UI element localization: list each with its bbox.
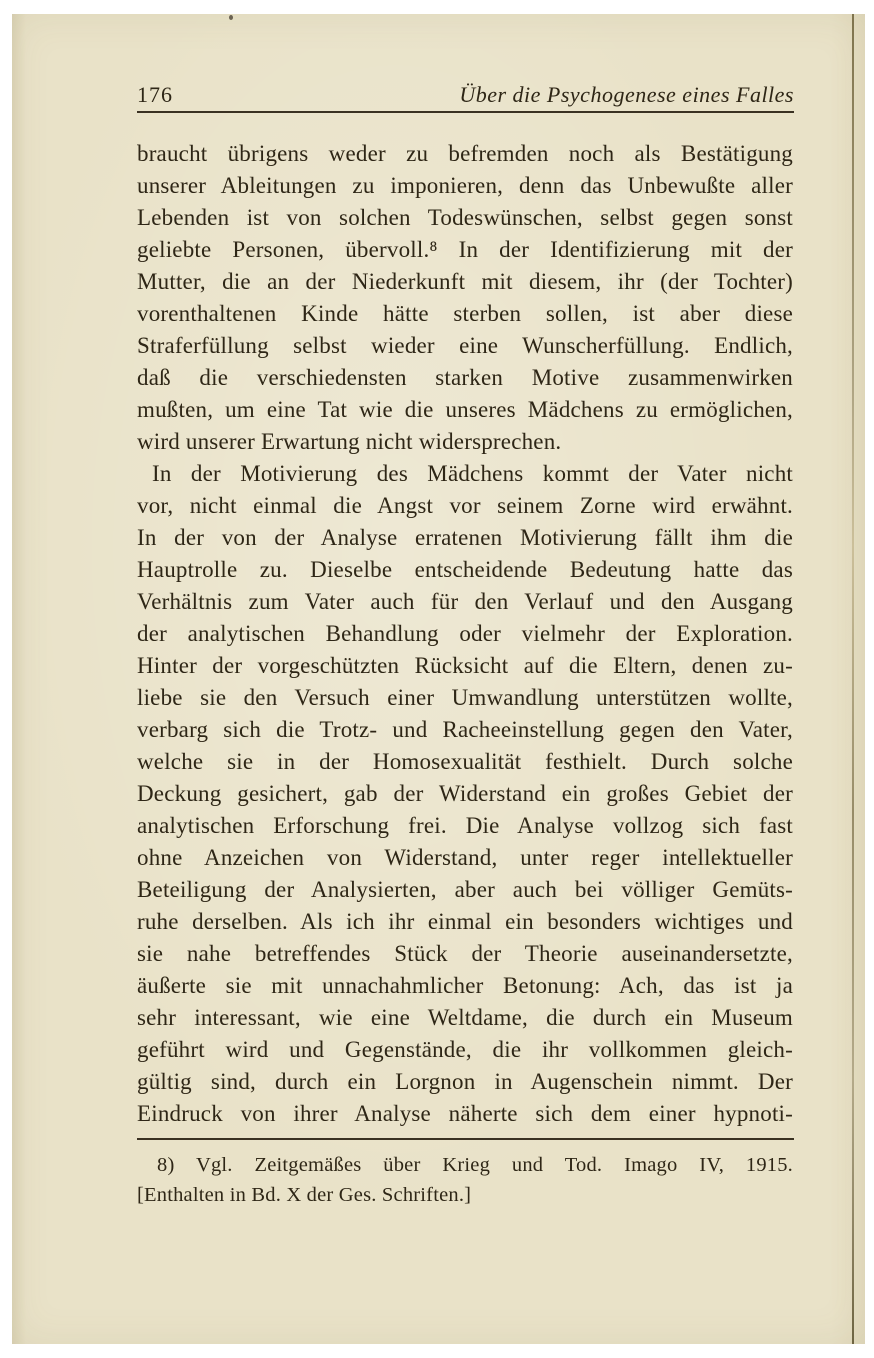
text-line: ohne Anzeichen von Widerstand, unter reger intellektueller: [137, 845, 793, 870]
text-line: ruhe derselben. Als ich ihr einmal ein besonders wichtiges und: [137, 909, 793, 934]
text-line: Lebenden ist von solchen Todeswünschen, selbst gegen sonst: [137, 205, 793, 230]
footnote-rule: [137, 1138, 794, 1140]
page-content: [137, 14, 794, 1344]
page-edge-line: [852, 14, 854, 1344]
text-line: verbarg sich die Trotz- und Racheeinstellung gegen den Vater,: [137, 717, 793, 742]
footnote: [137, 1150, 793, 1210]
text-line: liebe sie den Versuch einer Umwandlung unterstützen wollte,: [137, 685, 793, 710]
text-line: vorenthaltenen Kinde hätte sterben sollen, ist aber diese: [137, 301, 793, 326]
text-line: wird unserer Erwartung nicht widersprechen.: [137, 429, 562, 454]
text-line: sehr interessant, wie eine Weltdame, die durch ein Museum: [137, 1005, 793, 1030]
text-line: Hauptrolle zu. Dieselbe entscheidende Bedeutung hatte das: [137, 557, 793, 582]
header-rule: [137, 111, 794, 113]
text-line: gültig sind, durch ein Lorgnon in Augenschein nimmt. Der: [137, 1069, 793, 1094]
body-text: [137, 138, 793, 1130]
text-line: In der Motivierung des Mädchens kommt der Vater nicht: [152, 461, 793, 486]
text-line: braucht übrigens weder zu befremden noch als Bestätigung: [137, 141, 793, 166]
text-line: Beteiligung der Analysierten, aber auch bei völliger Gemüts-: [137, 877, 793, 902]
text-line: Mutter, die an der Niederkunft mit diesem, ihr (der Tochter): [137, 269, 793, 294]
page-number: 176: [137, 82, 173, 107]
text-line: analytischen Erforschung frei. Die Analyse vollzog sich fast: [137, 813, 793, 838]
text-line: In der von der Analyse erratenen Motivierung fällt ihm die: [137, 525, 793, 550]
text-line: mußten, um eine Tat wie die unseres Mädchens zu ermöglichen,: [137, 397, 793, 422]
text-line: vor, nicht einmal die Angst vor seinem Zorne wird erwähnt.: [137, 493, 793, 518]
text-line: äußerte sie mit unnachahmlicher Betonung: Ach, das ist ja: [137, 973, 793, 998]
text-line: daß die verschiedensten starken Motive zusammenwirken: [137, 365, 793, 390]
text-line: welche sie in der Homosexualität festhielt. Durch solche: [137, 749, 793, 774]
page-header: [137, 82, 794, 112]
text-line: unserer Ableitungen zu imponieren, denn das Unbewußte aller: [137, 173, 793, 198]
text-line: Deckung gesichert, gab der Widerstand ein großes Gebiet der: [137, 781, 793, 806]
text-line: geliebte Personen, übervoll.⁸ In der Identifizierung mit der: [137, 237, 793, 262]
text-line: Straferfüllung selbst wieder eine Wunscherfüllung. Endlich,: [137, 333, 793, 358]
text-line: Eindruck von ihrer Analyse näherte sich dem einer hypnoti-: [137, 1101, 793, 1126]
text-line: Verhältnis zum Vater auch für den Verlauf und den Ausgang: [137, 589, 793, 614]
book-page: [12, 14, 865, 1344]
footnote-line: [Enthalten in Bd. X der Ges. Schriften.]: [137, 1184, 472, 1206]
running-title: Über die Psychogenese eines Falles: [459, 82, 794, 107]
text-line: geführt wird und Gegenstände, die ihr vollkommen gleich-: [137, 1037, 793, 1062]
text-line: sie nahe betreffendes Stück der Theorie auseinandersetzte,: [137, 941, 793, 966]
footnote-line: 8) Vgl. Zeitgemäßes über Krieg und Tod. Imago IV, 1915.: [157, 1154, 793, 1176]
text-line: der analytischen Behandlung oder vielmehr der Exploration.: [137, 621, 793, 646]
text-line: Hinter der vorgeschützten Rücksicht auf die Eltern, denen zu-: [137, 653, 793, 678]
